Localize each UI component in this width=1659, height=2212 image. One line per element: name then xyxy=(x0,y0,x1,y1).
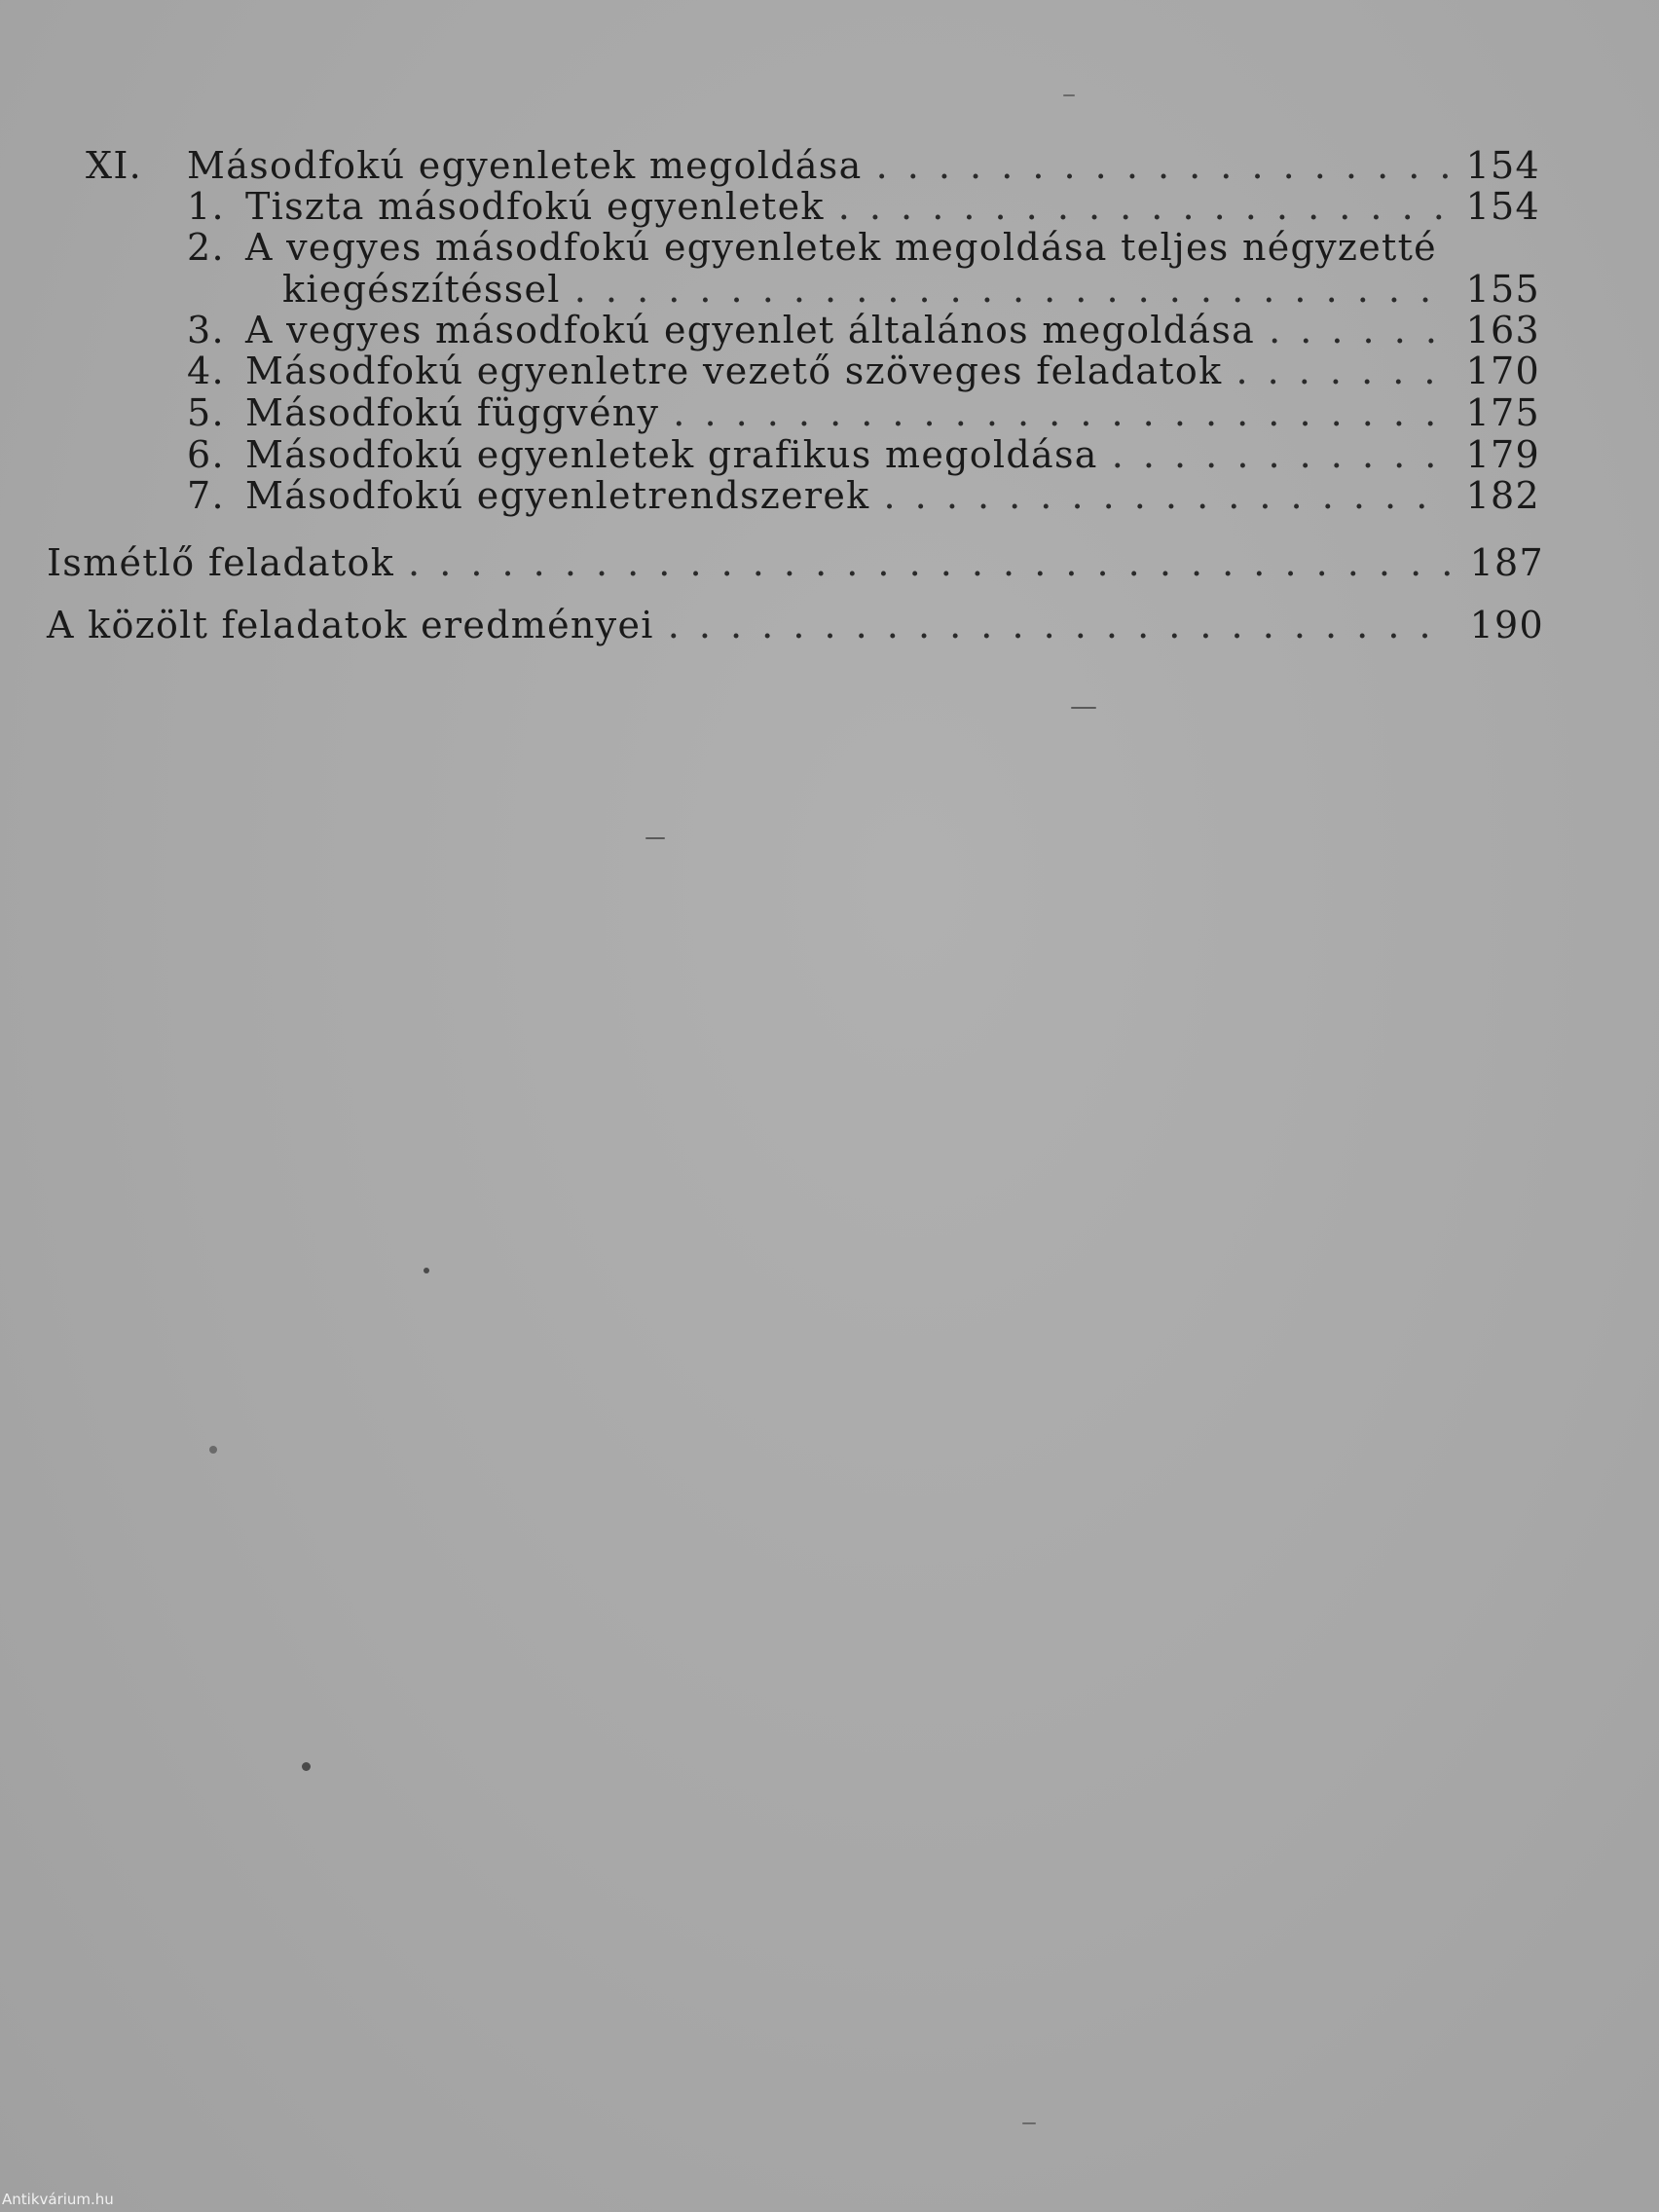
section-title: Másodfokú egyenletrendszerek xyxy=(245,474,870,517)
toc-section-entry xyxy=(187,391,1540,436)
paper-speck xyxy=(1063,94,1075,96)
paper-speck xyxy=(209,1446,217,1454)
toc-section-entry xyxy=(187,185,1540,230)
dot-leader xyxy=(1269,309,1449,351)
section-page-number: 163 xyxy=(1465,309,1540,351)
paper-speck xyxy=(424,1268,429,1273)
dot-leader xyxy=(838,185,1449,228)
dot-leader xyxy=(1112,433,1449,476)
section-number: 3. xyxy=(187,309,225,351)
section-page-number: 175 xyxy=(1465,391,1540,434)
toc-appendix-entry xyxy=(47,604,1544,648)
toc-section-entry xyxy=(187,433,1540,478)
section-page-number: 170 xyxy=(1465,350,1540,392)
section-title: Másodfokú függvény xyxy=(245,391,660,434)
section-page-number: 154 xyxy=(1465,185,1540,228)
section-page-number: 179 xyxy=(1465,433,1540,476)
dot-leader xyxy=(668,604,1453,646)
toc-section-continuation xyxy=(282,268,1540,313)
appendix-title: A közölt feladatok eredményei xyxy=(47,604,654,646)
appendix-page-number: 190 xyxy=(1469,604,1544,646)
toc-appendix-entry xyxy=(47,541,1544,586)
chapter-number: XI. xyxy=(86,144,143,187)
section-number: 6. xyxy=(187,433,225,476)
dot-leader xyxy=(876,144,1449,187)
chapter-page-number: 154 xyxy=(1465,144,1540,187)
appendix-title: Ismétlő feladatok xyxy=(47,541,395,584)
dot-leader xyxy=(884,474,1450,517)
toc-chapter-entry xyxy=(86,144,1540,189)
section-number: 7. xyxy=(187,474,225,517)
section-page-number: 155 xyxy=(1465,268,1540,311)
section-title-continuation: kiegészítéssel xyxy=(282,268,561,311)
section-title: Másodfokú egyenletek grafikus megoldása xyxy=(245,433,1098,476)
section-title: Tiszta másodfokú egyenletek xyxy=(245,185,825,228)
section-title: Másodfokú egyenletre vezető szöveges feladatok xyxy=(245,350,1223,392)
dot-leader xyxy=(673,391,1449,434)
section-title: A vegyes másodfokú egyenletek megoldása teljes négyzetté xyxy=(245,226,1437,269)
toc-section-entry xyxy=(187,309,1540,353)
watermark: Antikvárium.hu xyxy=(2,2191,114,2208)
section-number: 4. xyxy=(187,350,225,392)
section-page-number: 182 xyxy=(1465,474,1540,517)
dot-leader xyxy=(1235,350,1449,392)
paper-speck xyxy=(1071,707,1096,709)
paper-speck xyxy=(302,1762,311,1771)
chapter-title: Másodfokú egyenletek megoldása xyxy=(187,144,863,187)
paper-speck xyxy=(645,837,665,839)
toc-section-entry xyxy=(187,350,1540,394)
section-number: 1. xyxy=(187,185,225,228)
section-number: 2. xyxy=(187,226,225,269)
appendix-page-number: 187 xyxy=(1469,541,1544,584)
toc-section-entry xyxy=(187,226,1540,271)
paper-speck xyxy=(1022,2122,1036,2124)
dot-leader xyxy=(408,541,1453,584)
dot-leader xyxy=(574,268,1449,311)
toc-section-entry xyxy=(187,474,1540,519)
section-number: 5. xyxy=(187,391,225,434)
section-title: A vegyes másodfokú egyenlet általános megoldása xyxy=(245,309,1256,351)
